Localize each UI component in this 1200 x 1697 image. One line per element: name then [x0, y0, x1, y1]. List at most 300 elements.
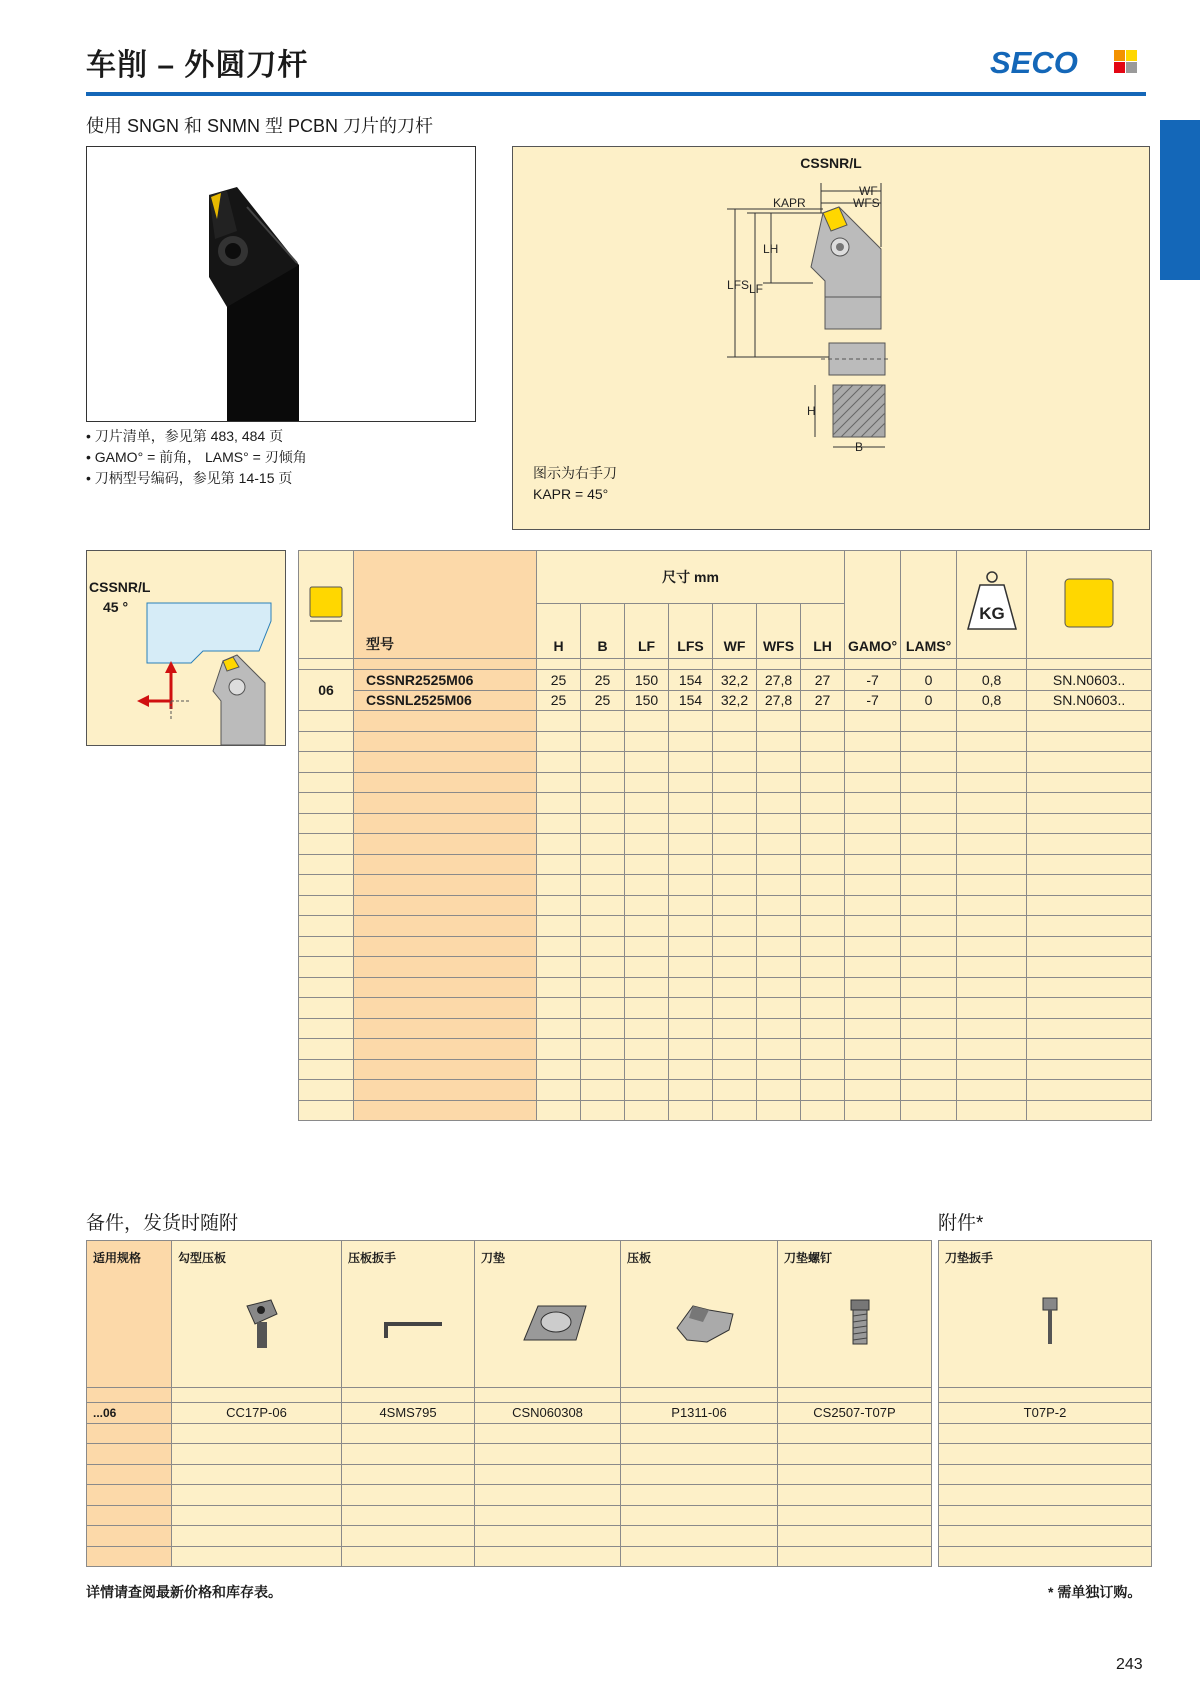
empty-cell [581, 977, 625, 998]
empty-cell [801, 895, 845, 916]
label-kapr: KAPR [773, 196, 806, 210]
empty-cell [845, 998, 901, 1019]
empty-row [299, 1059, 1152, 1080]
empty-cell [713, 1018, 757, 1039]
empty-row [299, 1100, 1152, 1121]
empty-cell [354, 854, 537, 875]
key-icon [356, 1284, 466, 1374]
empty-cell [621, 1464, 778, 1485]
empty-cell [801, 998, 845, 1019]
empty-cell [957, 813, 1027, 834]
empty-cell [669, 875, 713, 896]
empty-cell [713, 793, 757, 814]
empty-cell [757, 813, 801, 834]
empty-cell [757, 1039, 801, 1060]
empty-cell [713, 1059, 757, 1080]
empty-cell [939, 1546, 1152, 1567]
empty-cell [757, 895, 801, 916]
empty-cell [87, 1464, 172, 1485]
empty-rows [87, 1423, 932, 1567]
empty-cell [845, 772, 901, 793]
empty-cell [1027, 772, 1152, 793]
empty-cell [713, 834, 757, 855]
value-cell: 150 [625, 670, 669, 691]
empty-cell [621, 1485, 778, 1506]
empty-cell [957, 895, 1027, 916]
approach-angle: 45 ° [103, 599, 129, 615]
empty-cell [757, 793, 801, 814]
empty-cell [901, 916, 957, 937]
empty-cell [957, 875, 1027, 896]
empty-cell [757, 772, 801, 793]
empty-cell [299, 957, 354, 978]
empty-cell [87, 1505, 172, 1526]
label-b: B [855, 440, 864, 454]
empty-row [299, 936, 1152, 957]
empty-cell [537, 936, 581, 957]
value-cell: 0,8 [957, 690, 1027, 711]
empty-cell [757, 834, 801, 855]
empty-cell [778, 1464, 932, 1485]
empty-cell [1027, 793, 1152, 814]
empty-cell [625, 752, 669, 773]
empty-cell [537, 1080, 581, 1101]
empty-cell [581, 1100, 625, 1121]
empty-cell [625, 854, 669, 875]
value-cell: 154 [669, 670, 713, 691]
label-h: H [807, 404, 816, 418]
empty-cell [957, 977, 1027, 998]
empty-cell [1027, 977, 1152, 998]
diagram-title: CSSNR/L [800, 155, 862, 171]
empty-cell [581, 936, 625, 957]
empty-cell [299, 916, 354, 937]
empty-row [939, 1526, 1152, 1547]
empty-cell [957, 731, 1027, 752]
empty-cell [475, 1444, 621, 1465]
label-lfs: LFS [727, 278, 750, 292]
empty-cell [475, 1526, 621, 1547]
empty-cell [669, 936, 713, 957]
empty-row [299, 1039, 1152, 1060]
empty-cell [669, 834, 713, 855]
weight-label: KG [978, 604, 1005, 623]
notes-list [86, 426, 307, 489]
empty-cell [901, 998, 957, 1019]
empty-cell [621, 1505, 778, 1526]
empty-cell [1027, 936, 1152, 957]
empty-cell [957, 752, 1027, 773]
value-cell: 27,8 [757, 670, 801, 691]
empty-cell [901, 875, 957, 896]
part-label: 勾型压板 [178, 1251, 227, 1265]
col-header: WF [713, 604, 757, 659]
empty-row [299, 875, 1152, 896]
empty-cell [625, 1039, 669, 1060]
empty-cell [299, 1059, 354, 1080]
empty-cell [713, 711, 757, 732]
empty-cell [957, 834, 1027, 855]
empty-cell [939, 1423, 1152, 1444]
note-item: • GAMO° = 前角， LAMS° = 刃倾角 [86, 447, 307, 468]
empty-cell [537, 957, 581, 978]
empty-cell [87, 1546, 172, 1567]
value-cell: 27,8 [757, 690, 801, 711]
value-cell: 0,8 [957, 670, 1027, 691]
empty-row [939, 1423, 1152, 1444]
empty-row [939, 1444, 1152, 1465]
accessory-label: 刀垫扳手 [945, 1251, 994, 1265]
empty-cell [354, 1080, 537, 1101]
model-cell: CSSNL2525M06 [354, 690, 537, 711]
header-rule [86, 92, 1146, 96]
empty-cell [581, 793, 625, 814]
empty-cell [939, 1505, 1152, 1526]
empty-row [299, 957, 1152, 978]
col-header: LFS [669, 604, 713, 659]
empty-cell [957, 793, 1027, 814]
empty-cell [801, 793, 845, 814]
empty-cell [299, 936, 354, 957]
insert-header [1027, 551, 1152, 659]
empty-cell [757, 711, 801, 732]
empty-cell [172, 1464, 342, 1485]
empty-cell [757, 1080, 801, 1101]
part-number: CC17P-06 [172, 1403, 342, 1424]
value-cell: 32,2 [713, 670, 757, 691]
empty-cell [901, 1059, 957, 1080]
empty-cell [801, 1080, 845, 1101]
empty-cell [625, 1080, 669, 1101]
empty-cell [757, 936, 801, 957]
empty-cell [778, 1546, 932, 1567]
empty-cell [581, 998, 625, 1019]
empty-cell [757, 1018, 801, 1039]
empty-cell [713, 1080, 757, 1101]
empty-cell [669, 1080, 713, 1101]
empty-cell [713, 998, 757, 1019]
empty-cell [581, 1039, 625, 1060]
logo-text: SECO [990, 46, 1078, 78]
empty-cell [299, 854, 354, 875]
empty-cell [1027, 957, 1152, 978]
empty-cell [757, 875, 801, 896]
holder-table [298, 550, 1152, 1121]
empty-cell [757, 1059, 801, 1080]
empty-cell [901, 813, 957, 834]
empty-cell [845, 936, 901, 957]
empty-cell [778, 1444, 932, 1465]
empty-cell [957, 1039, 1027, 1060]
empty-row [299, 977, 1152, 998]
value-cell: -7 [845, 690, 901, 711]
empty-cell [713, 936, 757, 957]
value-cell: 0 [901, 670, 957, 691]
empty-cell [537, 834, 581, 855]
empty-cell [475, 1423, 621, 1444]
empty-cell [354, 916, 537, 937]
value-cell: 27 [801, 670, 845, 691]
empty-cell [1027, 998, 1152, 1019]
empty-cell [1027, 916, 1152, 937]
empty-row [87, 1464, 932, 1485]
empty-cell [354, 731, 537, 752]
empty-cell [87, 1444, 172, 1465]
empty-cell [845, 731, 901, 752]
empty-cell [581, 854, 625, 875]
empty-cell [669, 916, 713, 937]
empty-cell [354, 957, 537, 978]
product-photo [86, 146, 476, 422]
empty-cell [757, 854, 801, 875]
empty-cell [342, 1444, 475, 1465]
empty-cell [537, 793, 581, 814]
empty-cell [87, 1423, 172, 1444]
label-wfs: WFS [853, 196, 880, 210]
empty-cell [354, 752, 537, 773]
empty-cell [581, 916, 625, 937]
part-column-header [621, 1241, 778, 1388]
shim-icon [496, 1284, 606, 1374]
empty-cell [713, 957, 757, 978]
label-lh: LH [763, 242, 779, 256]
diagram-note [533, 463, 617, 505]
empty-cell [299, 752, 354, 773]
empty-cell [354, 875, 537, 896]
empty-cell [957, 711, 1027, 732]
empty-cell [957, 854, 1027, 875]
empty-cell [475, 1546, 621, 1567]
empty-cell [299, 895, 354, 916]
empty-cell [778, 1526, 932, 1547]
value-cell: SN.N0603.. [1027, 670, 1152, 691]
empty-cell [537, 1059, 581, 1080]
empty-row [299, 731, 1152, 752]
empty-cell [621, 1526, 778, 1547]
empty-cell [537, 1100, 581, 1121]
col-header: LF [625, 604, 669, 659]
label-lf: LF [749, 282, 764, 296]
part-label: 压板 [627, 1251, 652, 1265]
empty-row [299, 772, 1152, 793]
empty-cell [801, 1059, 845, 1080]
empty-cell [845, 957, 901, 978]
empty-cell [713, 977, 757, 998]
dimension-diagram [512, 146, 1150, 530]
empty-cell [957, 1059, 1027, 1080]
empty-cell [845, 1100, 901, 1121]
size-icon-cell [299, 551, 354, 659]
empty-cell [581, 731, 625, 752]
value-cell: 25 [581, 670, 625, 691]
empty-cell [801, 1100, 845, 1121]
model-header: 型号 [354, 551, 537, 659]
note-item: • 刀柄型号编码，参见第 14-15 页 [86, 468, 307, 489]
part-column-header [778, 1241, 932, 1388]
accessory-number: T07P-2 [939, 1403, 1152, 1424]
empty-cell [354, 772, 537, 793]
empty-cell [299, 731, 354, 752]
empty-cell [939, 1464, 1152, 1485]
empty-cell [581, 875, 625, 896]
empty-cell [1027, 752, 1152, 773]
empty-cell [669, 854, 713, 875]
empty-row [87, 1505, 932, 1526]
empty-rows [939, 1423, 1152, 1567]
empty-cell [625, 813, 669, 834]
page-number: 243 [1116, 1656, 1143, 1673]
empty-cell [342, 1423, 475, 1444]
empty-cell [669, 793, 713, 814]
size-cell: 06 [299, 670, 354, 711]
empty-cell [757, 731, 801, 752]
empty-cell [713, 895, 757, 916]
torx-key-icon [993, 1284, 1103, 1374]
empty-cell [713, 813, 757, 834]
empty-cell [621, 1546, 778, 1567]
empty-cell [581, 813, 625, 834]
empty-cell [901, 1100, 957, 1121]
empty-cell [581, 752, 625, 773]
empty-cell [845, 977, 901, 998]
empty-cell [354, 977, 537, 998]
empty-cell [172, 1423, 342, 1444]
empty-cell [581, 895, 625, 916]
seco-logo [990, 46, 1140, 78]
empty-cell [625, 957, 669, 978]
empty-cell [801, 977, 845, 998]
empty-cell [801, 731, 845, 752]
empty-cell [581, 1080, 625, 1101]
empty-cell [713, 752, 757, 773]
part-column-header [172, 1241, 342, 1388]
empty-cell [939, 1444, 1152, 1465]
empty-row [939, 1464, 1152, 1485]
empty-cell [625, 731, 669, 752]
col-header: B [581, 604, 625, 659]
empty-cell [172, 1444, 342, 1465]
empty-cell [669, 1018, 713, 1039]
empty-cell [845, 916, 901, 937]
empty-cell [713, 916, 757, 937]
empty-cell [581, 834, 625, 855]
empty-cell [342, 1505, 475, 1526]
empty-cell [669, 731, 713, 752]
empty-cell [757, 916, 801, 937]
empty-cell [845, 1018, 901, 1039]
empty-row [939, 1485, 1152, 1506]
size-column-header: 适用规格 [87, 1241, 172, 1388]
empty-cell [299, 1080, 354, 1101]
empty-cell [299, 834, 354, 855]
empty-cell [669, 1039, 713, 1060]
empty-cell [354, 1039, 537, 1060]
clamp-plate-icon [647, 1284, 757, 1374]
empty-cell [957, 1100, 1027, 1121]
empty-cell [537, 875, 581, 896]
empty-cell [778, 1485, 932, 1506]
accessories-table [938, 1240, 1152, 1567]
empty-row [299, 711, 1152, 732]
part-number: CSN060308 [475, 1403, 621, 1424]
empty-cell [537, 731, 581, 752]
empty-row [299, 793, 1152, 814]
empty-cell [801, 936, 845, 957]
empty-cell [625, 834, 669, 855]
empty-cell [901, 977, 957, 998]
empty-cell [845, 854, 901, 875]
value-cell: 32,2 [713, 690, 757, 711]
empty-cell [537, 977, 581, 998]
empty-cell [537, 854, 581, 875]
empty-cell [713, 854, 757, 875]
part-column-header [475, 1241, 621, 1388]
value-cell: 150 [625, 690, 669, 711]
empty-cell [901, 731, 957, 752]
empty-cell [342, 1526, 475, 1547]
empty-cell [299, 1018, 354, 1039]
dimension-group-header: 尺寸 mm [537, 551, 845, 604]
empty-cell [342, 1485, 475, 1506]
empty-cell [625, 895, 669, 916]
value-cell: 25 [537, 690, 581, 711]
weight-icon [966, 569, 1018, 637]
empty-cell [669, 957, 713, 978]
empty-row [299, 813, 1152, 834]
empty-cell [625, 916, 669, 937]
empty-cell [299, 998, 354, 1019]
page-title: 车削 – 外圆刀杆 [86, 49, 309, 82]
empty-cell [669, 752, 713, 773]
empty-cell [1027, 834, 1152, 855]
empty-cell [354, 1100, 537, 1121]
empty-cell [537, 772, 581, 793]
empty-cell [172, 1526, 342, 1547]
empty-cell [801, 916, 845, 937]
value-cell: 0 [901, 690, 957, 711]
empty-cell [537, 1018, 581, 1039]
empty-row [299, 998, 1152, 1019]
empty-cell [845, 895, 901, 916]
empty-cell [801, 711, 845, 732]
empty-cell [901, 854, 957, 875]
empty-cell [801, 834, 845, 855]
empty-cell [581, 1059, 625, 1080]
empty-cell [625, 936, 669, 957]
part-number: P1311-06 [621, 1403, 778, 1424]
approach-diagram [86, 550, 286, 746]
part-number: CS2507-T07P [778, 1403, 932, 1424]
empty-cell [625, 1100, 669, 1121]
empty-row [87, 1485, 932, 1506]
empty-cell [625, 875, 669, 896]
model-cell: CSSNR2525M06 [354, 670, 537, 691]
col-header: GAMO° [845, 551, 901, 659]
empty-cell [299, 1100, 354, 1121]
empty-cell [299, 711, 354, 732]
empty-cell [299, 813, 354, 834]
approach-code: CSSNR/L [89, 579, 151, 595]
empty-cell [939, 1526, 1152, 1547]
empty-cell [757, 977, 801, 998]
empty-cell [901, 957, 957, 978]
empty-rows [299, 711, 1152, 1121]
empty-cell [537, 813, 581, 834]
empty-cell [537, 916, 581, 937]
value-cell: 25 [537, 670, 581, 691]
value-cell: -7 [845, 670, 901, 691]
section-tab [1160, 120, 1200, 280]
